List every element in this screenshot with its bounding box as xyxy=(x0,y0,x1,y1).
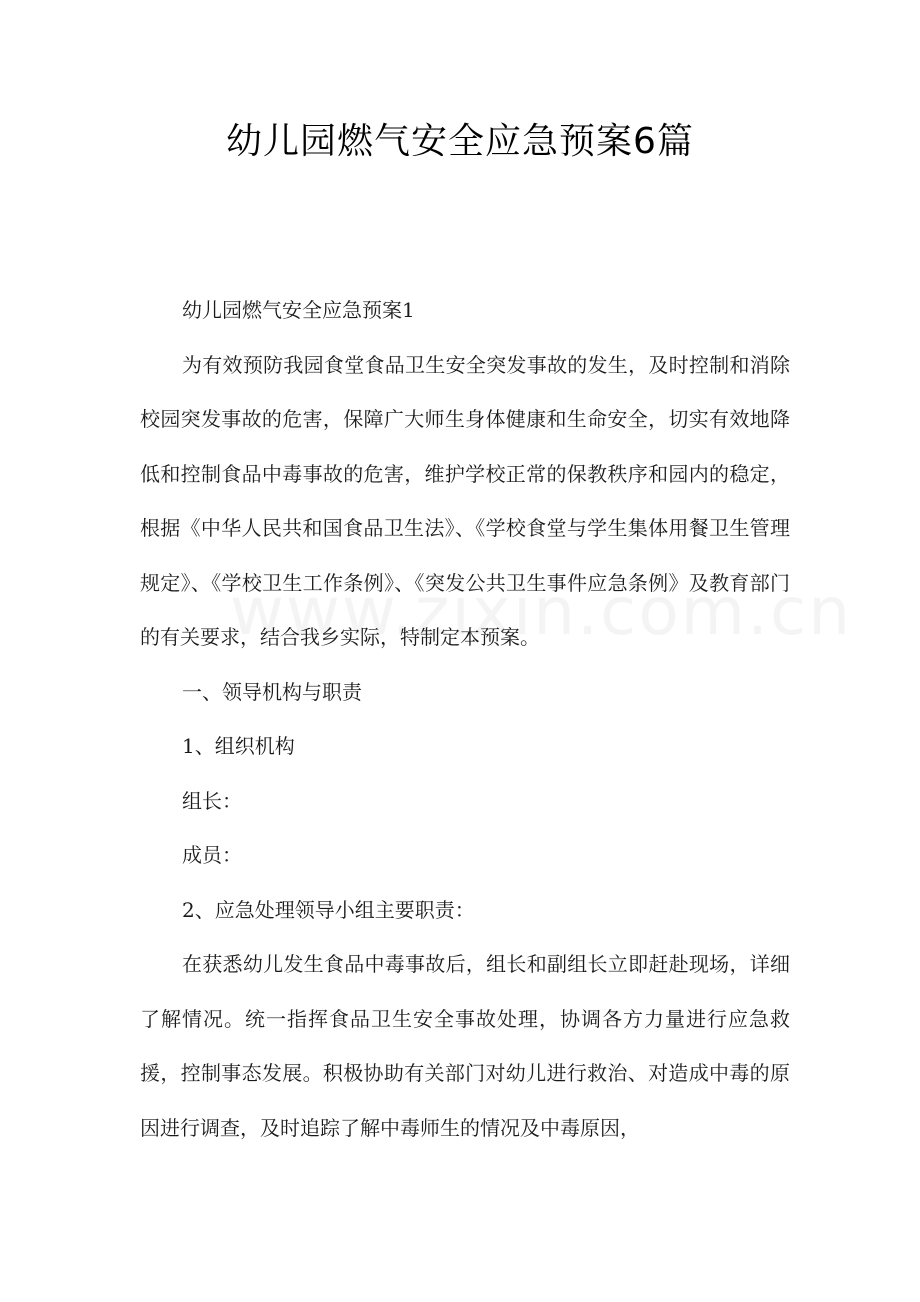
subheading-organization: 1、组织机构 xyxy=(182,734,295,758)
document-title: 幼儿园燃气安全应急预案6篇 xyxy=(226,121,694,162)
document-body xyxy=(140,283,790,1155)
intro-paragraph: 为有效预防我园食堂食品卫生安全突发事故的发生，及时控制和消除校园突发事故的危害，保障广大师生身体健康和生命安全，切实有效地降低和控制食品中毒事故的危害，维护学校正常的保教秩序和园内的稳定，根据《中华人民共和国食品卫生法》、《学校食堂与学生集体用餐卫生管理规定》、《学校卫生工作条例》、《突发公共卫生事件应急条例》及教育部门的有关要求，结合我乡实际，特制定本预案。 xyxy=(140,352,790,649)
subheading-duties: 2、应急处理领导小组主要职责： xyxy=(182,897,475,922)
leader-line: 组长： xyxy=(182,788,242,813)
section-heading-leadership: 一、领导机构与职责 xyxy=(182,679,362,704)
members-line: 成员： xyxy=(182,843,242,867)
duties-paragraph: 在获悉幼儿发生食品中毒事故后，组长和副组长立即赶赴现场，详细了解情况。统一指挥食品卫生安全事故处理，协调各方力量进行应急救援，控制事态发展。积极协助有关部门对幼儿进行救治、对造成中毒的原因进行调查，及时追踪了解中毒师生的情况及中毒原因， xyxy=(140,952,790,1140)
section-heading-plan-1: 幼儿园燃气安全应急预案1 xyxy=(182,298,415,322)
